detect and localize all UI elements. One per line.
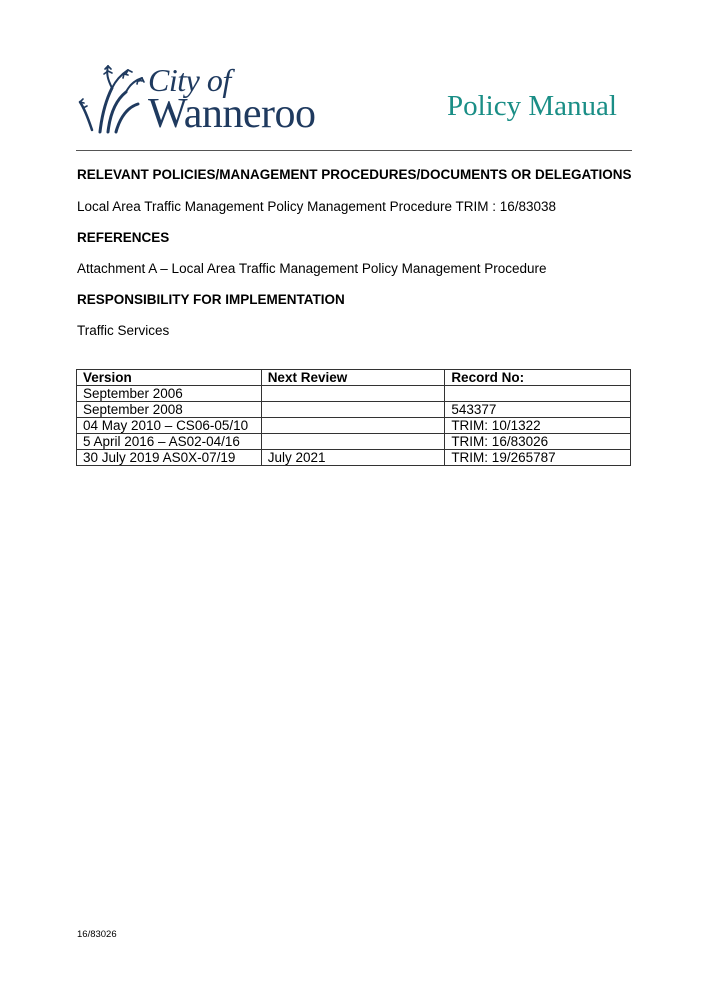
cell-record-no: TRIM: 19/265787 [445, 450, 631, 466]
cell-version: 5 April 2016 – AS02-04/16 [77, 434, 262, 450]
cell-next-review: July 2021 [261, 450, 445, 466]
table-row [77, 402, 631, 418]
cell-next-review [261, 434, 445, 450]
table-row [77, 418, 631, 434]
cell-next-review [261, 418, 445, 434]
cell-version: September 2008 [77, 402, 262, 418]
section-text-relevant-policies: Local Area Traffic Management Policy Management Procedure TRIM : 16/83038 [77, 199, 557, 214]
kangaroo-paw-emblem-icon [78, 62, 146, 134]
table-row [77, 434, 631, 450]
cell-record-no: TRIM: 16/83026 [445, 434, 631, 450]
section-heading-relevant-policies: RELEVANT POLICIES/MANAGEMENT PROCEDURES/DOCUMENTS OR DELEGATIONS [77, 167, 632, 182]
cell-record-no: TRIM: 10/1322 [445, 418, 631, 434]
section-text-references: Attachment A – Local Area Traffic Management Policy Management Procedure [77, 261, 547, 276]
cell-next-review [261, 386, 445, 402]
section-heading-responsibility: RESPONSIBILITY FOR IMPLEMENTATION [77, 292, 345, 307]
policy-manual-title: Policy Manual [447, 90, 617, 122]
cell-record-no [445, 386, 631, 402]
table-row [77, 450, 631, 466]
table-row [77, 386, 631, 402]
logo-city-of-text: City of [148, 62, 231, 98]
table-header-row [77, 370, 631, 386]
column-header-record-no: Record No: [445, 370, 631, 386]
cell-next-review [261, 402, 445, 418]
header-divider [76, 150, 632, 151]
logo-wanneroo-text: Wanneroo [148, 91, 316, 137]
cell-version: 30 July 2019 AS0X-07/19 [77, 450, 262, 466]
version-history-table [76, 369, 631, 466]
city-of-wanneroo-logo [78, 62, 328, 137]
footer-document-reference: 16/83026 [77, 929, 117, 940]
cell-record-no: 543377 [445, 402, 631, 418]
section-text-responsibility: Traffic Services [77, 323, 170, 338]
column-header-version: Version [77, 370, 262, 386]
cell-version: September 2006 [77, 386, 262, 402]
column-header-next-review: Next Review [261, 370, 445, 386]
cell-version: 04 May 2010 – CS06-05/10 [77, 418, 262, 434]
section-heading-references: REFERENCES [77, 230, 170, 245]
